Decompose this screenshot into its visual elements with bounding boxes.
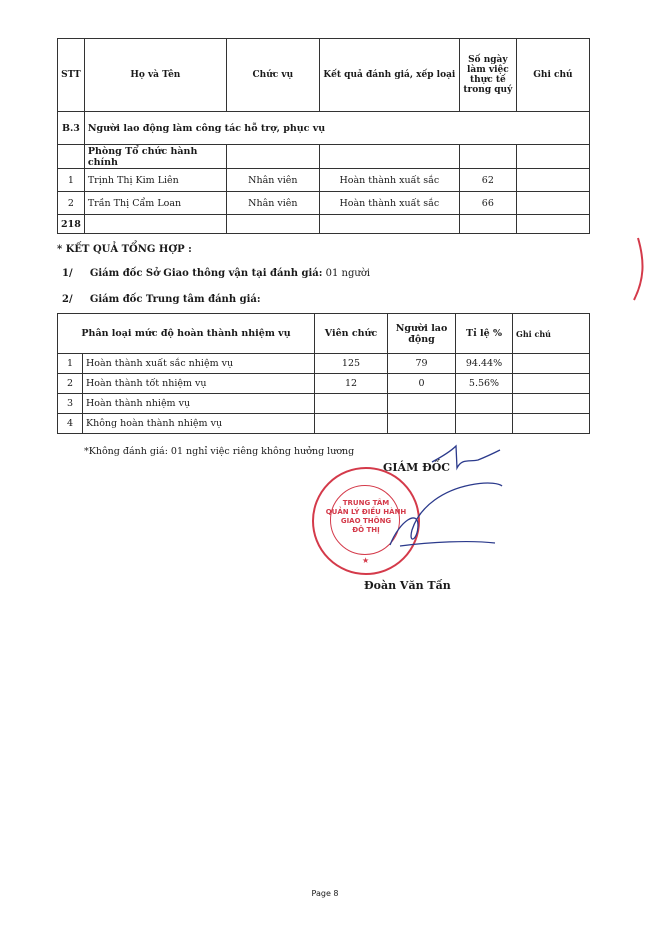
col-nguoi-lao-dong: Người lao động [388,314,456,354]
col-ti-le: Tỉ lệ % [456,314,513,354]
margin-mark [634,238,643,300]
summary-item-2: 2/ Giám đốc Trung tâm đánh giá: [62,294,261,305]
col-role: Chức vụ [226,39,319,112]
section-title: Người lao động làm công tác hỗ trợ, phục vụ [84,112,589,145]
stamp-text: TRUNG TÂM QUẢN LÝ ĐIỀU HÀNH GIAO THÔNG ĐÔ THỊ [325,499,407,534]
page-number: Page 8 [311,889,339,898]
col-stt: STT [58,39,85,112]
total-count: 218 [58,215,85,234]
col-note: Ghi chú [513,314,590,354]
signature-icon [400,542,495,546]
signer-name: Đoàn Văn Tấn [364,579,451,592]
summary-title: * KẾT QUẢ TỔNG HỢP : [57,244,192,255]
footnote: *Không đánh giá: 01 nghỉ việc riêng không hưởng lương [84,446,355,457]
star-icon: ★ [362,556,370,565]
signature-title: GIÁM ĐỐC [383,461,451,474]
col-category: Phân loại mức độ hoàn thành nhiệm vụ [58,314,315,354]
col-name: Họ và Tên [84,39,226,112]
table-row: 4 Không hoàn thành nhiệm vụ [58,414,590,434]
section-code: B.3 [58,112,85,145]
table-row: 1 Trịnh Thị Kim Liên Nhân viên Hoàn thành xuất sắc 62 [58,169,590,192]
table-row: 3 Hoàn thành nhiệm vụ [58,394,590,414]
col-result: Kết quả đánh giá, xếp loại [319,39,459,112]
department-name: Phòng Tổ chức hành chính [84,145,226,169]
table-row: 2 Trần Thị Cẩm Loan Nhân viên Hoàn thành xuất sắc 66 [58,192,590,215]
col-days: Số ngày làm việc thực tế trong quý [459,39,516,112]
signature-icon [390,483,502,545]
table-row: 2 Hoàn thành tốt nhiệm vụ 12 0 5.56% [58,374,590,394]
signature-icon [432,446,500,468]
summary-item-1: 1/ Giám đốc Sở Giao thông vận tại đánh giá: 01 người [62,268,371,279]
table-row: 1 Hoàn thành xuất sắc nhiệm vụ 125 79 94.44% [58,354,590,374]
col-note: Ghi chú [516,39,589,112]
col-vien-chuc: Viên chức [315,314,388,354]
